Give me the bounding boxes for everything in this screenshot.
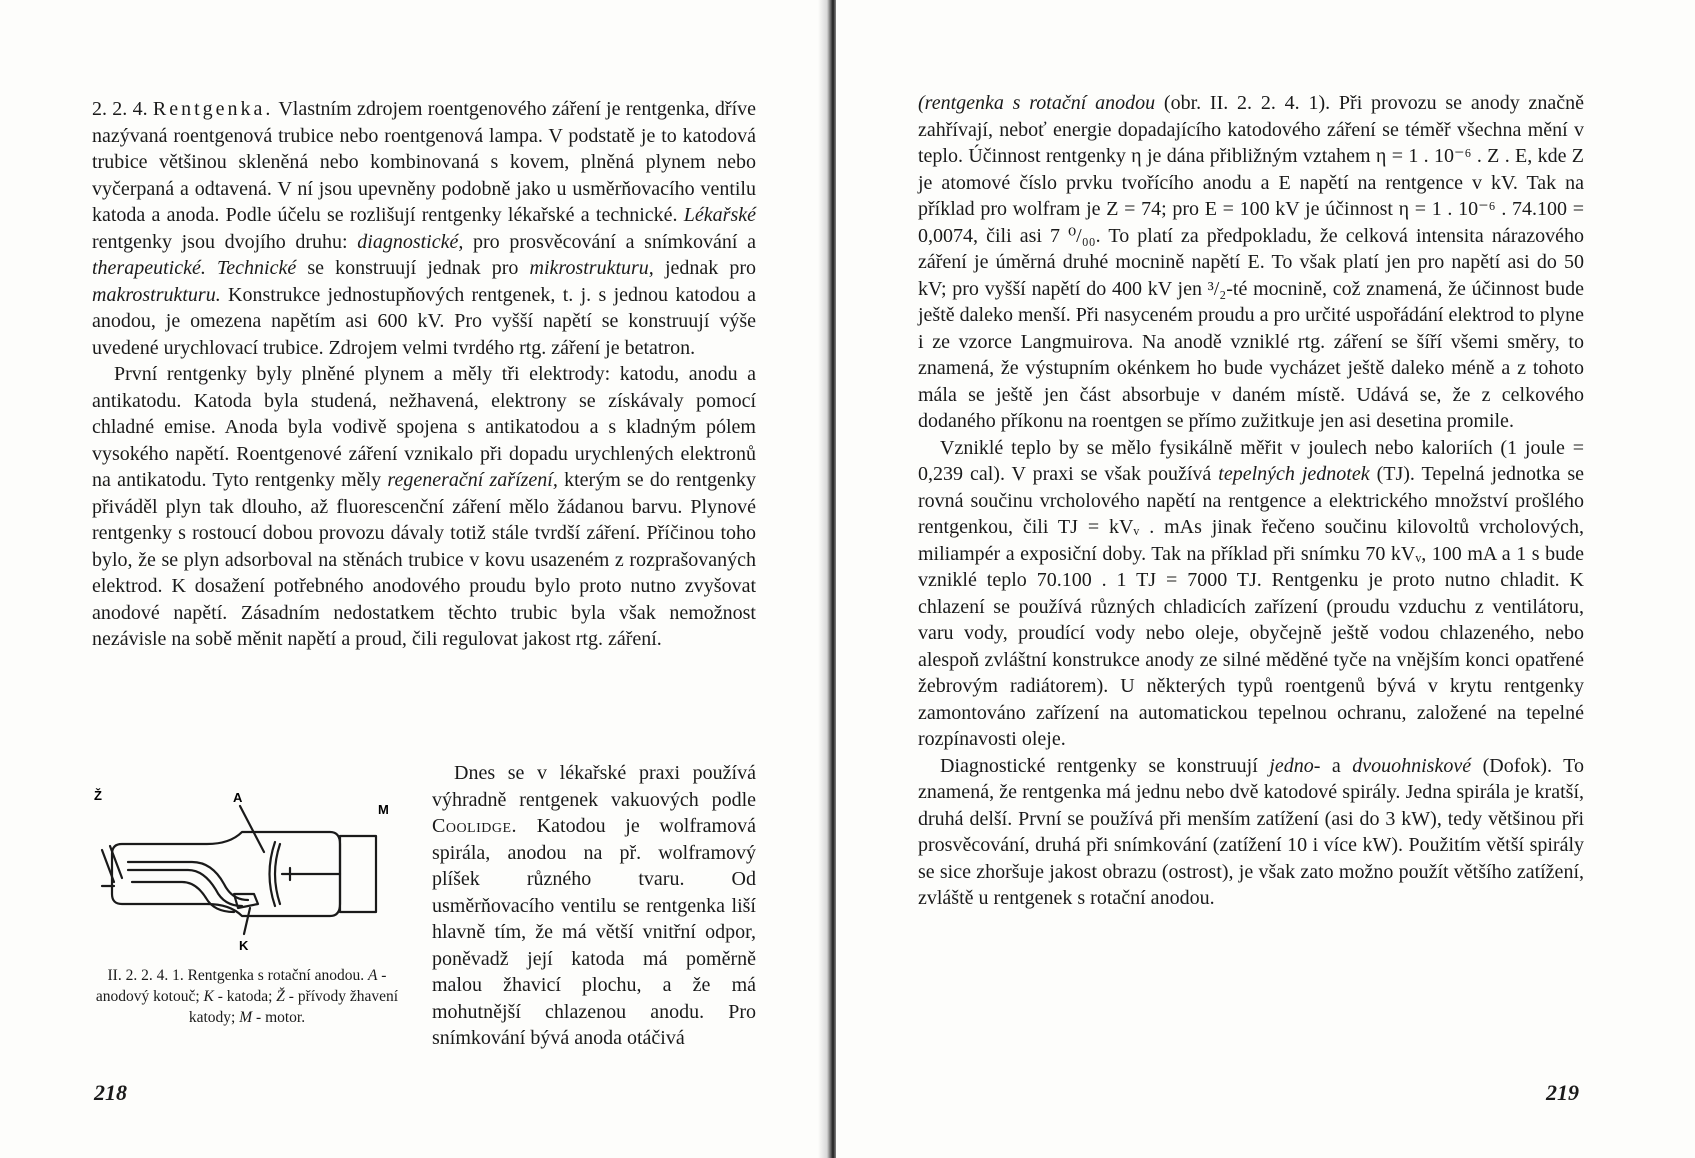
rotating-anode-tube-diagram: [92, 786, 402, 956]
paragraph: 2. 2. 4. Rentgenka. Vlastním zdrojem roentgenového záření je rentgenka, dříve nazývaná roentgenová trubice nebo roentgenová lampa. V podstatě je to katodová trubice většinou skleněná nebo kombinovaná s kovem, plněná plynem nebo vyčerpaná a odtavená. V ní jsou upevněny podobně jako u usměrňovacího ventilu katoda a anoda. Podle účelu se rozlišují rentgenky lékařské a technické. Lékařské rentgenky jsou dvojího druhu: diagnostické, pro prosvěcování a snímkování a therapeutické. Technické se konstruují jednak pro mikrostrukturu, jednak pro makrostrukturu. Konstrukce jednostupňových rentgenek, t. j. s jednou katodou a anodou, je omezena napětím asi 600 kV. Pro vyšší napětí se konstruují výše uvedené urychlovací trubice. Zdrojem velmi tvrdého rtg. záření je betatron.: [92, 98, 757, 359]
right-page-body: [918, 90, 1584, 912]
left-page: [0, 0, 828, 1158]
paragraph: Dnes se v lékařské praxi používá výhradně rentgenek vakuových podle Coolidge. Katodou je wolframová spirála, anodou na př. wolframový plíšek různého tvaru. Od usměrňovacího ventilu se rentgenka liší hlavně tím, že má větší vnitřní odpor, poněvadž její katoda má poměrně malou žhavicí plochu, a že má mohutnější chlazenou anodu. Pro snímkování bývá anoda otáčivá: [432, 762, 756, 1049]
label-motor: M: [378, 802, 389, 817]
left-page-body-wrap: [432, 760, 756, 1052]
page-number: 219: [1546, 1080, 1579, 1105]
section-title: Rentgenka.: [152, 98, 274, 120]
section-number: 2. 2. 4.: [92, 98, 148, 120]
motor-housing: [340, 836, 376, 912]
paragraph: (rentgenka s rotační anodou (obr. II. 2. 2. 4. 1). Při provozu se anody značně zahřívají, neboť energie dopadajícího katodového záření se téměř všechna mění v teplo. Účinnost rentgenky η je dána přibližným vztahem η = 1 . 10⁻⁶ . Z . E, kde Z je atomové číslo prvku tvořícího anodu a E napětí na rentgence v kV. Tak na příklad pro wolfram je Z = 74; pro E = 100 kV je účinnost η = 1 . 10⁻⁶ . 74.100 = 0,0074, čili asi 7 ⁰/₀₀. To platí za předpokladu, že celková intensita nárazového záření je úměrná druhé mocnině napětí E. To však platí jen pro napětí asi do 50 kV; pro vyšší napětí do 400 kV jen ³/₂-té mocnině, což znamená, že účinnost bude ještě daleko menší. Při nasyceném proudu a pro určité uspořádání elektrod to plyne i ze vzorce Langmuirova. Na anodě vzniklé rtg. záření se šíří všemi směry, to znamená, že výstupním okénkem ho bude vycházet ještě daleko méně a z tohoto mála se ještě jen část absorbuje v daném místě. Udává se, že z celkového dodaného příkonu na roentgen se přímo zužitkuje jen asi desetina promile.: [918, 92, 1585, 432]
xray-tube-figure: [92, 786, 402, 956]
paragraph: Vzniklé teplo by se mělo fysikálně měřit v joulech nebo kaloriích (1 joule = 0,239 cal). V praxi se však používá tepelných jednotek (TJ). Tepelná jednotka se rovná součinu vrcholového napětí na rentgence a elektrického množství prošlého rentgenkou, čili TJ = kVᵥ . mAs jinak řečeno součinu kilovoltů vrcholových, miliampér a exposiční doby. Tak na příklad při snímku 70 kVᵥ, 100 mA a 1 s bude vzniklé teplo 70.100 . 1 TJ = 7000 TJ. Rentgenku je proto nutno chladit. K chlazení se používá různých chladicích zařízení (proudu vzduchu z ventilátoru, varu vody, proudící vody nebo oleje, obyčejně ještě vodou chlazeného, nebo alespoň zvláštní konstrukce anody ze silné měděné tyče na vnějším konci opatřené žebrovým radiátorem). U některých typů roentgenů bývá v krytu rentgenky zamontováno zařízení na automatickou tepelnou ochranu, založené na tepelné rozpínavosti oleje.: [918, 436, 1585, 750]
label-heating: Ž: [94, 788, 102, 803]
page-number: 218: [94, 1080, 127, 1105]
figure-caption: II. 2. 2. 4. 1. Rentgenka s rotační anodou. A - anodový kotouč; K - katoda; Ž - přívody žhavení katody; M - motor.: [95, 967, 399, 1026]
paragraph: První rentgenky byly plněné plynem a měly tři elektrody: katodu, anodu a antikatodu. Katoda byla studená, nežhavená, elektrony se získávaly pomocí chladné emise. Anoda byla vodivě spojena s antikatodou a s kladným pólem vysokého napětí. Roentgenové záření vznikalo při dopadu urychlených elektronů na antikatodu. Tyto rentgenky měly regenerační zařízení, kterým se do rentgenky přiváděl plyn tak dlouho, až fluorescenční záření mělo žádanou barvu. Plynové rentgenky s rostoucí dobou provozu dávaly totiž stále tvrdší záření. Příčinou toho bylo, že se plyn adsorboval na stěnách trubice v kovu usazeném z rozprašovaných elektrod. K dosažení potřebného anodového proudu bylo proto nutno zvyšovat anodové napětí. Zásadním nedostatkem těchto trubic byla však nemožnost nezávisle na sobě měnit napětí a proud, čili regulovat jakost rtg. záření.: [92, 363, 757, 650]
paragraph: Diagnostické rentgenky se konstruují jedno- a dvouohniskové (Dofok). To znamená, že rentgenka má jednu nebo dvě katodové spirály. Jedna spirála je kratší, druhá delší. První se používá při menším zatížení (asi do 3 kW), tedy většinou při prosvěcování, druhá při snímkování (zatížení 10 i více kW). Použitím větší spirály se sice zhoršuje jakost obrazu (ostrost), je však zato možno použít většího zatížení, zvláště u rentgenek s rotační anodou.: [918, 754, 1584, 909]
left-page-body: [92, 96, 756, 653]
label-anode: A: [233, 790, 243, 805]
label-cathode: K: [239, 938, 249, 953]
